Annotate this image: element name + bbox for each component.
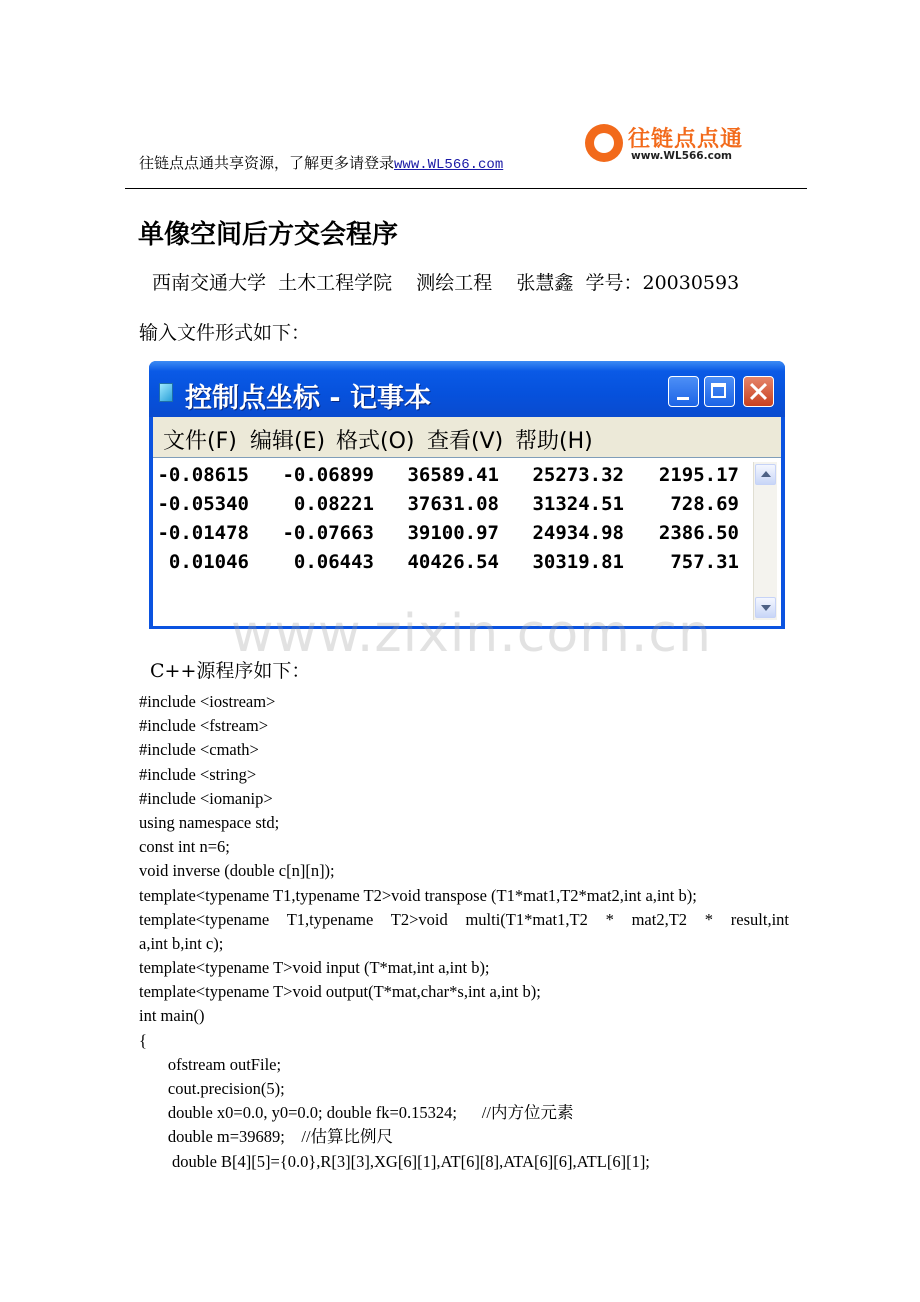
data-cell: 757.31 <box>670 551 739 573</box>
code-line: #include <iostream> <box>139 692 276 711</box>
menu-view[interactable]: 查看(V) <box>427 429 504 454</box>
menu-format[interactable]: 格式(O) <box>336 429 415 454</box>
header-notice: 往链点点通共享资源，了解更多请登录 <box>139 154 395 172</box>
data-cell: 31324.51 <box>532 493 624 515</box>
minimize-button[interactable] <box>668 376 699 407</box>
watermark: www.zixin.com.cn <box>231 604 712 664</box>
logo-url: www.WL566.com <box>631 150 732 162</box>
code-line: template<typename T>void input (T*mat,int a,int b); <box>139 958 490 978</box>
code-line: using namespace std; <box>139 812 280 832</box>
data-cell: 39100.97 <box>407 522 499 544</box>
site-logo[interactable] <box>585 122 745 166</box>
source-code-label: C++源程序如下： <box>150 660 311 682</box>
window-titlebar[interactable] <box>149 361 785 417</box>
data-cell: 2386.50 <box>658 522 739 544</box>
author-byline: 西南交通大学 土木工程学院 测绘工程 张慧鑫 学号：20030593 <box>152 272 740 294</box>
code-line: #include <iomanip> <box>139 788 273 808</box>
logo-name: 往链点点通 <box>628 127 744 152</box>
data-cell: -0.07663 <box>282 522 374 544</box>
code-line: ofstream outFile; <box>139 1054 282 1074</box>
data-cell: 0.01046 <box>168 551 249 573</box>
input-format-label: 输入文件形式如下： <box>139 322 311 344</box>
menu-file[interactable]: 文件(F) <box>163 429 237 454</box>
code-line: void inverse (double c[n][n]); <box>139 861 335 881</box>
code-listing <box>139 690 789 1174</box>
code-line: template<typename T1,typename T2>void multi(T1*mat1,T2 * mat2,T2 * result,int <box>139 909 789 929</box>
notepad-window <box>149 361 785 629</box>
text-area[interactable] <box>153 457 781 626</box>
logo-mark-icon <box>585 124 623 162</box>
header-text <box>139 152 503 173</box>
code-line: { <box>139 1030 147 1050</box>
code-line: template<typename T>void output(T*mat,char*s,int a,int b); <box>139 982 541 1002</box>
data-cell: 36589.41 <box>407 464 499 486</box>
vertical-scrollbar[interactable] <box>753 462 777 620</box>
code-line: #include <fstream> <box>139 716 269 736</box>
data-cell: 728.69 <box>670 493 739 515</box>
notepad-icon <box>159 383 173 402</box>
data-cell: 25273.32 <box>532 464 624 486</box>
code-line: #include <cmath> <box>139 740 259 760</box>
code-line: cout.precision(5); <box>139 1079 285 1098</box>
header-divider <box>125 188 807 189</box>
menu-edit[interactable]: 编辑(E) <box>250 429 326 454</box>
data-cell: 0.06443 <box>293 551 374 573</box>
data-cell: -0.01478 <box>157 522 249 544</box>
data-cell: 40426.54 <box>407 551 499 573</box>
data-cell: -0.06899 <box>282 464 374 486</box>
close-button[interactable] <box>743 376 774 407</box>
header-link[interactable]: www.WL566.com <box>394 157 504 173</box>
code-line: #include <string> <box>139 764 257 784</box>
document-title: 单像空间后方交会程序 <box>138 220 399 250</box>
data-cell: 0.08221 <box>293 493 374 515</box>
scroll-down-icon[interactable] <box>755 597 776 618</box>
data-cell: 37631.08 <box>407 493 499 515</box>
menu-help[interactable]: 帮助(H) <box>515 429 593 454</box>
maximize-button[interactable] <box>704 376 735 407</box>
data-cell: -0.08615 <box>157 464 249 486</box>
code-line: int main() <box>139 1006 205 1026</box>
data-cell: 2195.17 <box>658 464 739 486</box>
code-line: double m=39689; //估算比例尺 <box>139 1127 394 1147</box>
data-cell: -0.05340 <box>157 493 249 515</box>
code-line: template<typename T1,typename T2>void transpose (T1*mat1,T2*mat2,int a,int b); <box>139 885 697 905</box>
code-line: const int n=6; <box>139 837 230 857</box>
code-line: double x0=0.0, y0=0.0; double fk=0.15324; //内方位元素 <box>139 1103 574 1123</box>
data-cell: 30319.81 <box>532 551 624 573</box>
menu-bar <box>153 417 781 457</box>
data-cell: 24934.98 <box>532 522 624 544</box>
scroll-up-icon[interactable] <box>755 464 776 485</box>
code-line: double B[4][5]={0.0},R[3][3],XG[6][1],AT[6][8],ATA[6][6],ATL[6][1]; <box>139 1151 650 1171</box>
code-line: a,int b,int c); <box>139 933 224 953</box>
window-title: 控制点坐标 - 记事本 <box>185 383 432 414</box>
